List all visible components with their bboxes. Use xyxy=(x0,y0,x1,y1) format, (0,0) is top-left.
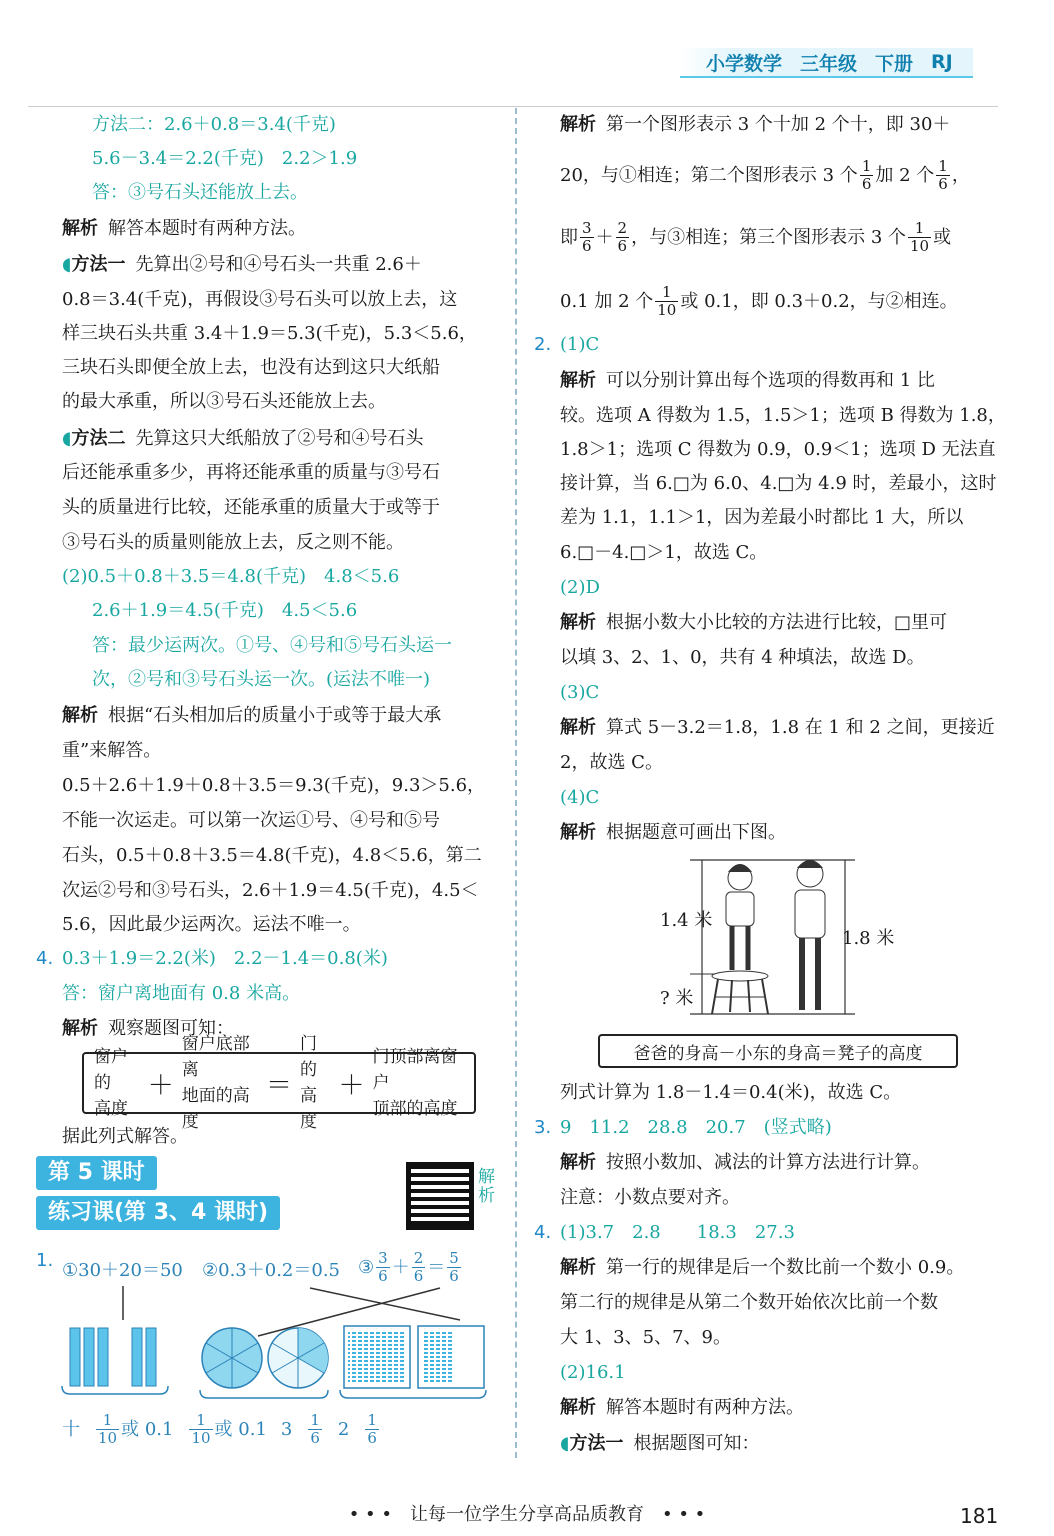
analysis-paragraph: 解析 根据题意可画出下图。 xyxy=(560,822,786,843)
analysis-label: 解析 xyxy=(62,1018,98,1039)
analysis-paragraph xyxy=(62,705,441,727)
top-rule xyxy=(28,106,998,107)
text-line: 以填 3、2、1、0，共有 4 种填法，故选 D。 xyxy=(560,647,925,668)
answer-line: 答：③号石头还能放上去。 xyxy=(92,182,308,203)
pin-icon: ◖ xyxy=(62,428,72,449)
method-text: 先算出②号和④号石头一共重 2.6＋ xyxy=(135,254,422,275)
answer-line: (2)D xyxy=(560,577,600,598)
text-line: 注意：小数点要对齐。 xyxy=(560,1187,740,1208)
method-line xyxy=(62,254,422,276)
answer-line: (1)C xyxy=(560,334,600,355)
pin-icon: ◖ xyxy=(560,1433,570,1454)
method-label: 方法二 xyxy=(71,428,126,449)
text-line: 后还能承重多少，再将还能承重的质量与③号石 xyxy=(62,462,440,483)
circles-picture xyxy=(200,1328,328,1398)
answer-line: 次，②号和③号石头运一次。(运法不唯一) xyxy=(92,669,431,690)
formula-term: 窗户底部离 地面的高度 xyxy=(181,1034,250,1132)
answer-line: 0.3＋1.9＝2.2(米) 2.2－1.4＝0.8(米) xyxy=(62,948,388,969)
figure-caption: 爸爸的身高－小东的身高＝凳子的高度 xyxy=(598,1034,958,1068)
fraction: $\frac{1}{6}$ xyxy=(367,1411,377,1447)
analysis-label: 解析 xyxy=(560,1152,596,1173)
answer-line: 5.6－3.4＝2.2(千克) 2.2＞1.9 xyxy=(92,148,358,169)
fraction: $\frac{2}{6}$ xyxy=(617,219,628,255)
analysis-paragraph: 解析 第一个图形表示 3 个十加 2 个十，即 30＋ xyxy=(560,114,951,135)
dad-figure xyxy=(795,860,825,1010)
text-line: 的最大承重，所以③号石头还能放上去。 xyxy=(62,391,386,412)
fraction: $\frac{3}{6}$ xyxy=(582,219,592,255)
equation-2: ②0.3＋0.2＝0.5 xyxy=(202,1260,341,1281)
stool-height-label: ? 米 xyxy=(660,988,694,1009)
analysis-label: 解析 xyxy=(560,370,596,391)
analysis-paragraph xyxy=(62,218,306,240)
analysis-label: 解析 xyxy=(560,1397,596,1418)
question-number: 4. xyxy=(534,1222,552,1243)
answer-line: 答：最少运两次。①号、④号和⑤号石头运一 xyxy=(92,635,452,656)
answer-line: 方法二：2.6＋0.8＝3.4(千克) xyxy=(92,114,336,135)
formula-term: 门的 高度 xyxy=(300,1034,317,1132)
analysis-paragraph: 解析 第一行的规律是后一个数比前一个数小 0.9。 xyxy=(560,1257,965,1278)
text-line: 1.8＞1；选项 C 得数为 0.9，0.9＜1；选项 D 无法直 xyxy=(560,439,996,460)
analysis-paragraph: 解析 解答本题时有两种方法。 xyxy=(560,1397,804,1418)
answer-line: (1)3.7 2.8 18.3 27.3 xyxy=(560,1222,795,1243)
qr-code[interactable] xyxy=(406,1162,474,1230)
method-line xyxy=(62,428,423,450)
analysis-label: 解析 xyxy=(560,1257,596,1278)
analysis-label: 解析 xyxy=(560,114,596,135)
footer-slogan: 让每一位学生分享高品质教育 xyxy=(410,1504,644,1525)
answer-line: 答：窗户离地面有 0.8 米高。 xyxy=(62,983,301,1004)
text-line: 差为 1.1，1.1＞1，因为差最小时都比 1 大，所以 xyxy=(560,507,964,528)
method-line: ◖方法一 根据题图可知： xyxy=(560,1433,760,1454)
analysis-label: 解析 xyxy=(560,822,596,843)
text-line: 样三块石头共重 3.4＋1.9＝5.3(千克)，5.3＜5.6， xyxy=(62,323,477,344)
text-line: 6.□－4.□＞1，故选 C。 xyxy=(560,542,768,563)
qr-label[interactable]: 解析 xyxy=(478,1167,495,1206)
text-line: 第二行的规律是从第二个数开始依次比前一个数 xyxy=(560,1292,938,1313)
text-line: 接计算，当 6.□为 6.0、4.□为 4.9 时，差最小，这时 xyxy=(560,473,997,494)
analysis-label: 解析 xyxy=(62,218,98,239)
analysis-label: 解析 xyxy=(62,705,98,726)
formula-box xyxy=(82,1034,476,1132)
equation-1: ①30＋20＝50 xyxy=(62,1260,183,1281)
column-divider xyxy=(515,108,517,1458)
answer-line: 9 11.2 28.8 20.7 (竖式略) xyxy=(560,1117,832,1138)
question-number: 2. xyxy=(534,334,552,355)
header-volume: 下册 xyxy=(875,52,914,75)
fraction: $\frac{5}{6}$ xyxy=(449,1249,459,1285)
analysis-paragraph: 解析 根据小数大小比较的方法进行比较，□里可 xyxy=(560,612,948,633)
matching-diagram xyxy=(40,1280,500,1410)
answer-line: (2)0.5＋0.8＋3.5＝4.8(千克) 4.8＜5.6 xyxy=(62,566,400,587)
answer-line: (4)C xyxy=(560,787,600,808)
header-edition: RJ xyxy=(931,51,953,73)
text-line: 列式计算为 1.8－1.4＝0.4(米)，故选 C。 xyxy=(560,1082,902,1103)
analysis-paragraph: 解析 可以分别计算出每个选项的得数再和 1 比 xyxy=(560,370,935,391)
fraction: $\frac{3}{6}$ xyxy=(378,1249,388,1285)
text-line: 石头，0.5＋0.8＋3.5＝4.8(千克)，4.8＜5.6，第二 xyxy=(62,845,482,866)
plus-sign: ＋ xyxy=(338,1070,365,1101)
fraction: $\frac{1}{6}$ xyxy=(861,157,872,193)
match-line xyxy=(310,1288,460,1320)
question-number: 4. xyxy=(36,948,54,969)
rods-picture xyxy=(62,1328,168,1394)
method-label: 方法一 xyxy=(71,254,126,275)
method-label: 方法一 xyxy=(569,1433,624,1454)
text-line: 5.6，因此最少运两次。运法不唯一。 xyxy=(62,914,361,935)
method-text: 先算这只大纸船放了②号和④号石头 xyxy=(135,428,424,449)
header-grade: 三年级 xyxy=(800,52,858,75)
child-figure xyxy=(726,864,754,970)
text-line: 次运②号和③号石头，2.6＋1.9＝4.5(千克)，4.5＜ xyxy=(62,880,479,901)
analysis-label: 解析 xyxy=(560,717,596,738)
grids-picture xyxy=(340,1326,486,1398)
text-line: 头的质量进行比较，还能承重的质量大于或等于 xyxy=(62,497,440,518)
page-header xyxy=(680,48,973,78)
diagram-labels: 十 $\frac{1}{10}$ 或 0.1 $\frac{1}{10}$ 或 0.1 3 $\frac{1}{6}$ 2 $\frac{1}{6}$ xyxy=(62,1411,377,1447)
text-line: ③号石头的质量则能放上去，反之则不能。 xyxy=(62,532,404,553)
text-line: 20，与①相连；第二个图形表示 3 个 $\frac{1}{6}$ 加 2 个 $\frac{1}{6}$ ， xyxy=(560,157,970,193)
stool-figure xyxy=(712,971,768,1014)
analysis-paragraph: 解析 按照小数加、减法的计算方法进行计算。 xyxy=(560,1152,930,1173)
analysis-paragraph: 解析 算式 5－3.2＝1.8，1.8 在 1 和 2 之间，更接近 xyxy=(560,717,995,738)
text-line: 较。选项 A 得数为 1.5，1.5＞1；选项 B 得数为 1.8， xyxy=(560,405,1006,426)
formula-term: 窗户的 高度 xyxy=(94,1047,128,1119)
analysis-label: 解析 xyxy=(560,612,596,633)
answer-line: (2)16.1 xyxy=(560,1362,626,1383)
answer-line: 2.6＋1.9＝4.5(千克) 4.5＜5.6 xyxy=(92,600,358,621)
lesson-subtitle: 练习课(第 3、4 课时) xyxy=(36,1196,280,1230)
page-number: 181 xyxy=(960,1504,999,1528)
analysis-text: 观察题图可知： xyxy=(108,1018,234,1039)
fraction: $\frac{2}{6}$ xyxy=(413,1249,424,1285)
dad-height-label: 1.8 米 xyxy=(842,928,895,949)
lesson-title: 第 5 课时 xyxy=(36,1156,157,1190)
text-line: 不能一次运走。可以第一次运①号、④号和⑤号 xyxy=(62,810,440,831)
formula-term: 门顶部离窗户 顶部的高度 xyxy=(372,1047,458,1119)
text-line: 三块石头即便全放上去，也没有达到这只大纸船 xyxy=(62,357,440,378)
text-line: 据此列式解答。 xyxy=(62,1126,188,1147)
fraction: $\frac{1}{6}$ xyxy=(938,157,948,193)
fraction: $\frac{1}{10}$ xyxy=(191,1411,211,1447)
fraction: $\frac{1}{10}$ xyxy=(98,1411,118,1447)
pin-icon: ◖ xyxy=(62,254,72,275)
fraction: $\frac{1}{6}$ xyxy=(310,1411,320,1447)
dots-icon: • • • xyxy=(348,1504,410,1525)
analysis-text: 根据“石头相加后的质量小于或等于最大承 xyxy=(108,705,442,726)
text-line: 2，故选 C。 xyxy=(560,752,663,773)
fraction: $\frac{1}{10}$ xyxy=(910,219,930,255)
equation-3: ③ $\frac{3}{6}$ ＋ $\frac{2}{6}$ ＝ $\frac{5}{6}$ xyxy=(358,1249,459,1285)
question-number: 3. xyxy=(534,1117,552,1138)
plus-sign: ＋ xyxy=(147,1070,174,1101)
text-line: 大 1、3、5、7、9。 xyxy=(560,1327,731,1348)
text-line: 0.8＝3.4(千克)，再假设③号石头可以放上去，这 xyxy=(62,289,458,310)
analysis-text: 解答本题时有两种方法。 xyxy=(108,218,306,239)
child-height-label: 1.4 米 xyxy=(660,910,713,931)
header-subject: 小学数学 xyxy=(706,52,783,75)
text-line: 重”来解答。 xyxy=(62,740,162,761)
answer-line: (3)C xyxy=(560,682,600,703)
footer xyxy=(0,1500,1054,1526)
fraction: $\frac{1}{10}$ xyxy=(657,283,677,319)
text-line: 0.1 加 2 个 $\frac{1}{10}$ 或 0.1，即 0.3＋0.2，与②相连。 xyxy=(560,283,958,319)
text-line: 即 $\frac{3}{6}$ ＋ $\frac{2}{6}$ ，与③相连；第三个图形表示 3 个 $\frac{1}{10}$ 或 xyxy=(560,219,952,255)
dots-icon: • • • xyxy=(644,1504,706,1525)
question-number: 1. xyxy=(36,1250,54,1271)
equals-sign: ＝ xyxy=(265,1070,292,1101)
text-line: 0.5＋2.6＋1.9＋0.8＋3.5＝9.3(千克)，9.3＞5.6， xyxy=(62,775,486,796)
